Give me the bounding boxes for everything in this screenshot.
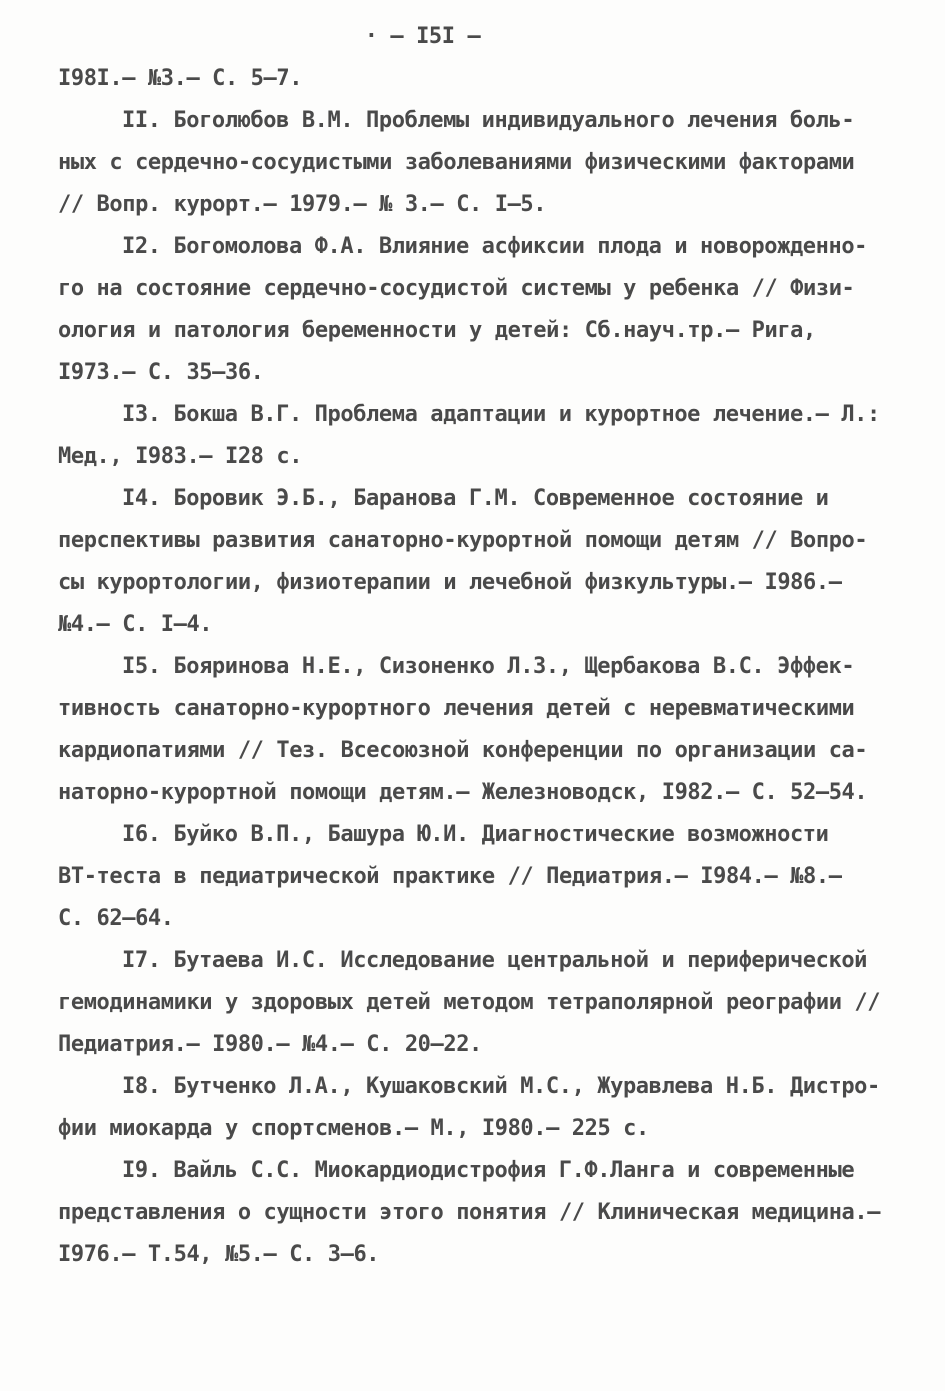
reference-line: I973.– С. 35–36. xyxy=(58,360,264,385)
reference-list xyxy=(58,64,888,1282)
reference-entry-11 xyxy=(58,106,888,232)
reference-line: // Вопр. курорт.– 1979.– № 3.– С. I–5. xyxy=(58,192,547,217)
reference-line: ология и патология беременности у детей: Сб.науч.тр.– Рига, xyxy=(58,318,816,343)
reference-line: I9. Вайль С.С. Миокардиодистрофия Г.Ф.Ланга и современные xyxy=(122,1158,855,1183)
reference-line: представления о сущности этого понятия // Клиническая медицина.– xyxy=(58,1200,881,1225)
reference-line: I3. Бокша В.Г. Проблема адаптации и курортное лечение.– Л.: xyxy=(122,402,880,427)
reference-line: I5. Бояринова Н.Е., Сизоненко Л.З., Щербакова В.С. Эффек- xyxy=(122,654,855,679)
reference-line: кардиопатиями // Тез. Всесоюзной конференции по организации са- xyxy=(58,738,868,763)
page-number: · – I5I – xyxy=(364,24,481,49)
reference-line: I976.– Т.54, №5.– С. 3–6. xyxy=(58,1242,380,1267)
reference-line: ВТ-теста в педиатрической практике // Педиатрия.– I984.– №8.– xyxy=(58,864,842,889)
reference-line: I6. Буйко В.П., Башура Ю.И. Диагностические возможности xyxy=(122,822,829,847)
reference-line: гемодинамики у здоровых детей методом тетраполярной реографии // xyxy=(58,990,881,1015)
reference-line: фии миокарда у спортсменов.– М., I980.– 225 с. xyxy=(58,1116,649,1141)
reference-line: Мед., I983.– I28 с. xyxy=(58,444,303,469)
reference-line: I98I.– №3.– С. 5–7. xyxy=(58,66,303,91)
reference-entry-16 xyxy=(58,820,888,946)
reference-line: №4.– С. I–4. xyxy=(58,612,213,637)
reference-continuation xyxy=(58,64,888,106)
reference-entry-13 xyxy=(58,400,888,484)
reference-line: го на состояние сердечно-сосудистой системы у ребенка // Физи- xyxy=(58,276,855,301)
reference-line: наторно-курортной помощи детям.– Железноводск, I982.– С. 52–54. xyxy=(58,780,868,805)
reference-entry-19 xyxy=(58,1156,888,1282)
reference-entry-17 xyxy=(58,946,888,1072)
reference-entry-15 xyxy=(58,652,888,820)
reference-line: сы курортологии, физиотерапии и лечебной физкультуры.– I986.– xyxy=(58,570,842,595)
reference-line: ных с сердечно-сосудистыми заболеваниями физическими факторами xyxy=(58,150,855,175)
reference-line: I4. Боровик Э.Б., Баранова Г.М. Современное состояние и xyxy=(122,486,829,511)
reference-line: II. Боголюбов В.М. Проблемы индивидуального лечения боль- xyxy=(122,108,855,133)
reference-line: I7. Бутаева И.С. Исследование центральной и периферической xyxy=(122,948,868,973)
reference-line: перспективы развития санаторно-курортной помощи детям // Вопро- xyxy=(58,528,868,553)
reference-line: I2. Богомолова Ф.А. Влияние асфиксии плода и новорожденно- xyxy=(122,234,868,259)
reference-line: I8. Бутченко Л.А., Кушаковский М.С., Журавлева Н.Б. Дистро- xyxy=(122,1074,880,1099)
reference-line: тивность санаторно-курортного лечения детей с неревматическими xyxy=(58,696,855,721)
reference-entry-14 xyxy=(58,484,888,652)
reference-line: Педиатрия.– I980.– №4.– С. 20–22. xyxy=(58,1032,482,1057)
reference-line: С. 62–64. xyxy=(58,906,174,931)
reference-entry-12 xyxy=(58,232,888,400)
reference-entry-18 xyxy=(58,1072,888,1156)
